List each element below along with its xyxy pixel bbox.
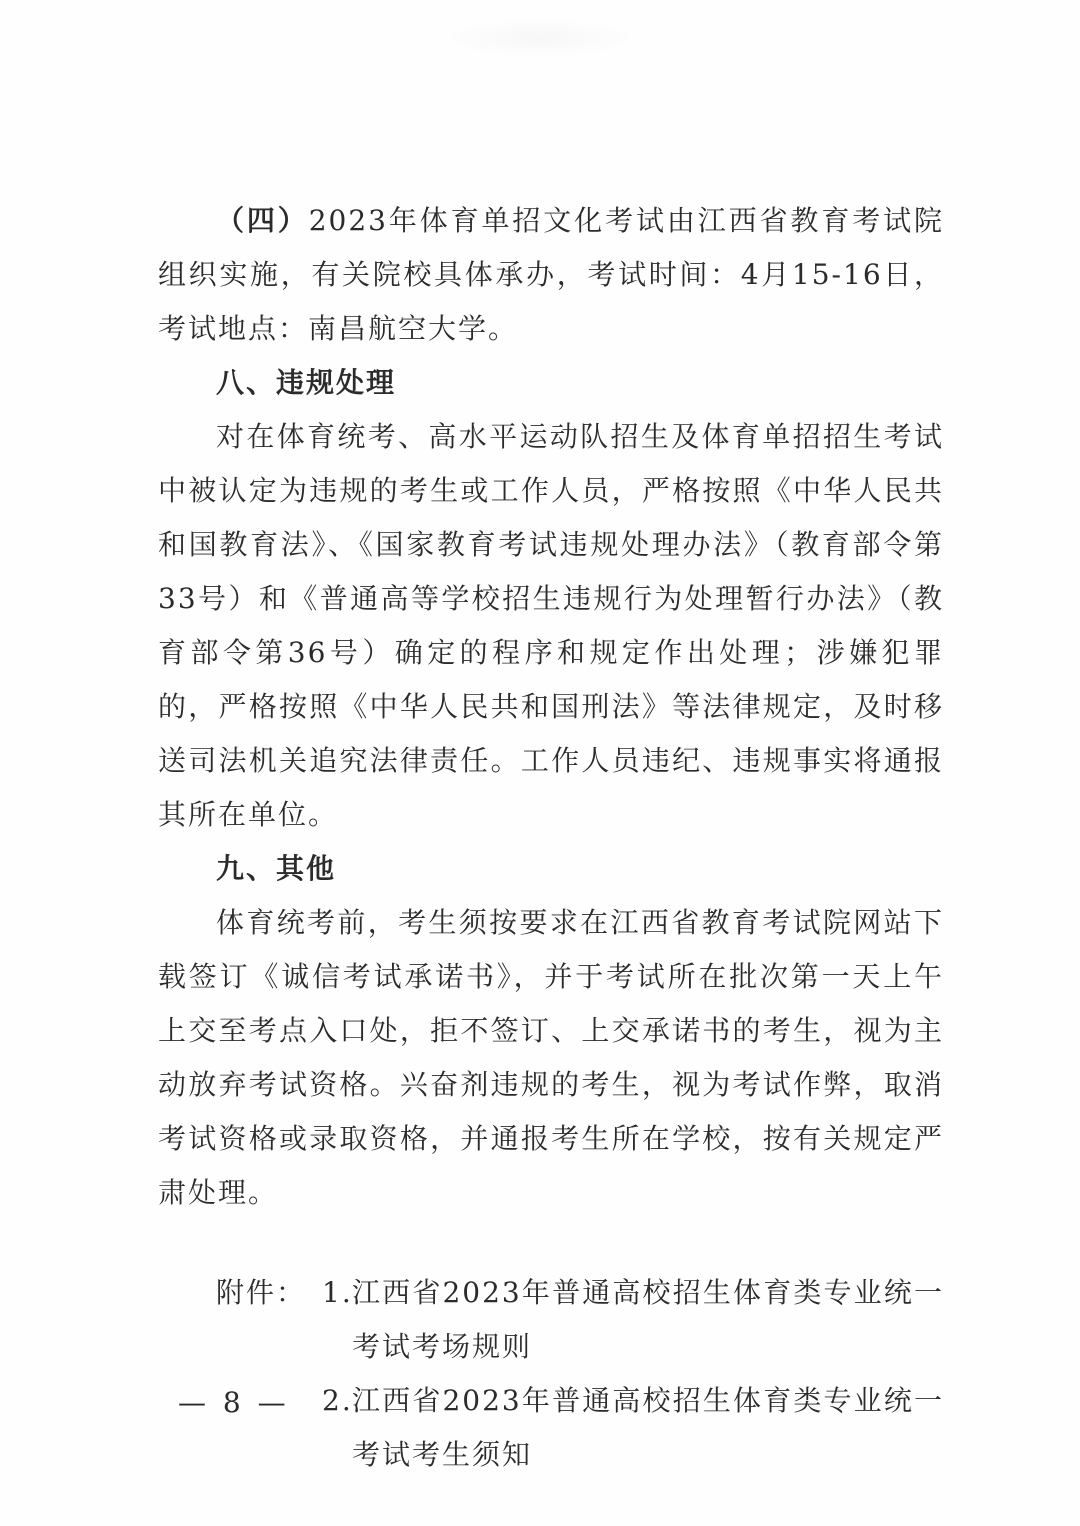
document-body	[158, 194, 944, 1482]
attachment-number: 2.	[322, 1384, 353, 1417]
section-body-violations: 对在体育统考、高水平运动队招生及体育单招招生考试中被认定为违规的考生或工作人员，严格按照《中华人民共和国教育法》、《国家教育考试违规处理办法》（教育部令第33号）和《普通高等学校招生违规行为处理暂行办法》（教育部令第36号）确定的程序和规定作出处理；涉嫌犯罪的，严格按照《中华人民共和国刑法》等法律规定，及时移送司法机关追究法律责任。工作人员违纪、违规事实将通报其所在单位。	[158, 420, 944, 831]
paragraph-text: 2023年体育单招文化考试由江西省教育考试院组织实施，有关院校具体承办，考试时间：4月15-16日，考试地点：南昌航空大学。	[158, 204, 944, 345]
attachment-title: 江西省2023年普通高校招生体育类专业统一考试考生须知	[352, 1384, 944, 1471]
scan-artifact	[440, 18, 640, 58]
attachments-block	[158, 1266, 944, 1482]
section-heading-other: 九、其他	[216, 852, 337, 885]
attachment-number: 1.	[322, 1276, 353, 1309]
paragraph-exam-arrangement	[158, 194, 944, 356]
section-heading-violations: 八、违规处理	[216, 366, 397, 399]
page-number: — 8 —	[178, 1386, 290, 1419]
attachment-item	[322, 1266, 944, 1374]
attachment-item	[322, 1374, 944, 1482]
paragraph-lead-number: （四）	[216, 204, 309, 237]
attachment-title: 江西省2023年普通高校招生体育类专业统一考试考场规则	[352, 1276, 944, 1363]
attachments-label: 附件：	[216, 1276, 307, 1309]
section-body-other: 体育统考前，考生须按要求在江西省教育考试院网站下载签订《诚信考试承诺书》，并于考试所在批次第一天上午上交至考点入口处，拒不签订、上交承诺书的考生，视为主动放弃考试资格。兴奋剂违规的考生，视为考试作弊，取消考试资格或录取资格，并通报考生所在学校，按有关规定严肃处理。	[158, 906, 944, 1209]
